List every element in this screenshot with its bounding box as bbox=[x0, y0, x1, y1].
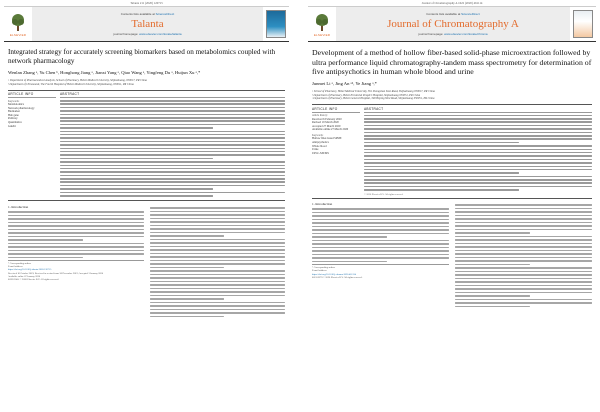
body-column-left bbox=[8, 205, 144, 319]
text-line bbox=[312, 226, 449, 228]
text-line bbox=[150, 288, 286, 290]
body-text bbox=[8, 211, 144, 258]
body-text bbox=[312, 208, 449, 262]
homepage-text: journal homepage: bbox=[113, 32, 139, 36]
abstract bbox=[60, 92, 285, 198]
text-line bbox=[455, 236, 592, 238]
journal-masthead bbox=[308, 6, 596, 42]
text-line bbox=[150, 218, 286, 220]
copyright-line: 0039-9140/ © 2020 Elsevier B.V. All rights reserved. bbox=[8, 278, 59, 282]
footnote bbox=[8, 260, 144, 281]
text-line bbox=[60, 114, 285, 116]
text-line bbox=[455, 264, 530, 266]
text-line bbox=[364, 189, 519, 191]
affiliations bbox=[0, 78, 293, 90]
list-item: Received 6 February 2020 bbox=[312, 117, 342, 121]
article-body bbox=[304, 198, 600, 309]
journal-homepage bbox=[418, 32, 487, 36]
article-info bbox=[8, 92, 60, 198]
text-line bbox=[455, 257, 592, 259]
article-info bbox=[312, 107, 364, 196]
footnote bbox=[312, 264, 449, 279]
text-line bbox=[364, 142, 519, 144]
abstract-heading: ABSTRACT bbox=[60, 92, 285, 98]
text-line bbox=[60, 120, 285, 122]
text-line bbox=[150, 284, 286, 286]
text-line bbox=[60, 188, 213, 190]
text-line bbox=[364, 159, 592, 161]
doi-link[interactable]: https://doi.org/10.1016/j.talanta.2020.120715 bbox=[8, 268, 52, 272]
text-line bbox=[150, 295, 286, 297]
text-line bbox=[150, 302, 286, 304]
text-line bbox=[150, 291, 286, 293]
text-line bbox=[455, 292, 592, 294]
keyword-list bbox=[312, 137, 360, 155]
text-line bbox=[364, 172, 519, 174]
text-line bbox=[312, 219, 449, 221]
text-line bbox=[455, 211, 592, 213]
text-line bbox=[150, 274, 286, 276]
text-line bbox=[60, 100, 285, 102]
text-line bbox=[455, 278, 592, 280]
text-line bbox=[60, 192, 285, 194]
text-line bbox=[364, 128, 592, 130]
text-line bbox=[364, 179, 592, 181]
abstract-copyright: © 2020 Elsevier B.V. All rights reserved. bbox=[364, 192, 404, 196]
text-line bbox=[60, 144, 285, 146]
list-item: Quantitative bbox=[8, 121, 22, 125]
text-line bbox=[150, 211, 286, 213]
text-line bbox=[8, 236, 144, 238]
text-line bbox=[455, 274, 592, 276]
text-line bbox=[60, 148, 285, 150]
text-line bbox=[455, 260, 592, 262]
text-line bbox=[455, 246, 592, 248]
text-line bbox=[455, 271, 592, 273]
elsevier-tree-icon bbox=[314, 12, 330, 32]
text-line bbox=[455, 215, 592, 217]
text-line bbox=[312, 208, 449, 210]
article-info-heading: ARTICLE INFO bbox=[8, 92, 56, 98]
text-line bbox=[364, 176, 592, 178]
online-date: Available online 07 January 2020 bbox=[8, 274, 41, 278]
text-line bbox=[60, 117, 285, 119]
text-line bbox=[364, 115, 592, 117]
text-line bbox=[364, 166, 592, 168]
homepage-link[interactable]: www.elsevier.com/locate/chroma bbox=[444, 32, 488, 36]
text-line bbox=[455, 288, 592, 290]
journal-citation: Talanta 211 (2020) 120715 bbox=[130, 1, 163, 5]
article-info-heading: ARTICLE INFO bbox=[312, 107, 360, 113]
copyright-line: 0021-9673/© 2020 Elsevier B.V. All rights reserved. bbox=[312, 275, 363, 279]
text-line bbox=[150, 256, 286, 258]
journal-masthead bbox=[4, 6, 289, 42]
homepage-text: journal homepage: bbox=[418, 32, 444, 36]
text-line bbox=[60, 103, 285, 105]
list-item: Pathway bbox=[8, 117, 18, 121]
text-line bbox=[150, 298, 225, 300]
text-line bbox=[150, 263, 286, 265]
affiliation-c: ᶜ Department of Pharmacy, Hebei General Hospital, 348 Heping West Road, Shijiazhuang 050051, PR China bbox=[312, 97, 435, 101]
text-line bbox=[455, 239, 592, 241]
corresponding-author: * Corresponding author. bbox=[312, 266, 336, 270]
text-line bbox=[60, 171, 285, 173]
keyword-list bbox=[8, 103, 56, 128]
jca-article-page bbox=[304, 0, 600, 412]
elsevier-tree-icon bbox=[10, 12, 26, 32]
affiliation-b: ᵇ Department of Pharmacy, Hebei Provincial People's Hospital, Shijiazhuang 050051, PR China bbox=[312, 93, 421, 97]
journal-cover bbox=[263, 7, 289, 41]
text-line bbox=[312, 254, 449, 256]
list-item: Biomarker bbox=[8, 110, 20, 114]
publisher-logo bbox=[308, 7, 336, 41]
journal-cover bbox=[570, 7, 596, 41]
article-info-abstract bbox=[0, 90, 293, 200]
text-line bbox=[60, 185, 285, 187]
affiliation-a: ᵃ Department of Pharmaceutical Analysis, School of Pharmacy, Hebei Medical University, Shijiazhuang, 050017, PR China bbox=[8, 79, 147, 82]
text-line bbox=[312, 257, 449, 259]
contents-text: Contents lists available at bbox=[120, 12, 155, 16]
text-line bbox=[150, 221, 286, 223]
talanta-article-page bbox=[0, 0, 293, 412]
publisher-name: ELSEVIER bbox=[9, 32, 27, 37]
text-line bbox=[455, 250, 592, 252]
list-item: Whole blood bbox=[312, 144, 327, 148]
text-line bbox=[364, 125, 592, 127]
text-line bbox=[312, 236, 387, 238]
text-line bbox=[8, 243, 144, 245]
keywords-heading: Keywords: bbox=[312, 134, 324, 138]
text-line bbox=[312, 240, 449, 242]
text-line bbox=[455, 225, 592, 227]
text-line bbox=[8, 239, 83, 241]
journal-homepage bbox=[113, 32, 181, 36]
text-line bbox=[364, 169, 592, 171]
abstract-text bbox=[364, 115, 592, 191]
text-line bbox=[312, 215, 449, 217]
text-line bbox=[312, 212, 449, 214]
text-line bbox=[455, 253, 592, 255]
list-item: UPLC-MS/MS bbox=[312, 151, 329, 155]
cover-image bbox=[573, 10, 593, 38]
masthead-center bbox=[32, 7, 263, 41]
publisher-name: ELSEVIER bbox=[313, 32, 331, 37]
list-item: Urine bbox=[312, 148, 319, 152]
text-line bbox=[455, 295, 530, 297]
text-line bbox=[364, 182, 592, 184]
text-line bbox=[150, 232, 286, 234]
text-line bbox=[312, 233, 449, 235]
text-line bbox=[60, 165, 285, 167]
text-line bbox=[60, 195, 213, 197]
text-line bbox=[364, 186, 592, 188]
text-line bbox=[455, 222, 592, 224]
text-line bbox=[8, 211, 144, 213]
text-line bbox=[455, 229, 592, 231]
text-line bbox=[455, 281, 592, 283]
text-line bbox=[8, 257, 83, 259]
text-line bbox=[150, 312, 286, 314]
publisher-logo bbox=[4, 7, 32, 41]
text-line bbox=[364, 149, 592, 151]
text-line bbox=[60, 141, 285, 143]
sciencedirect-link[interactable]: ScienceDirect bbox=[461, 12, 480, 16]
text-line bbox=[60, 151, 285, 153]
body-text bbox=[150, 207, 286, 317]
contents-available bbox=[121, 12, 174, 16]
text-line bbox=[150, 214, 286, 216]
contents-text: Contents lists available at bbox=[426, 12, 461, 16]
text-line bbox=[8, 250, 144, 252]
text-line bbox=[455, 299, 592, 301]
text-line bbox=[8, 215, 144, 217]
text-line bbox=[60, 154, 285, 156]
text-line bbox=[8, 225, 144, 227]
text-line bbox=[60, 131, 285, 133]
affiliation-a: ᵃ School of Pharmacy, Hebei Medical University, 361 Zhongshan East Road, Shijiazhuang 050017, PR China bbox=[312, 89, 435, 93]
text-line bbox=[60, 168, 285, 170]
text-line bbox=[150, 225, 286, 227]
text-line bbox=[150, 260, 286, 262]
text-line bbox=[150, 228, 286, 230]
text-line bbox=[312, 222, 449, 224]
abstract bbox=[364, 107, 592, 196]
body-column-left bbox=[312, 202, 449, 309]
list-item: Available online 27 March 2020 bbox=[312, 128, 349, 132]
introduction-heading: 1. Introduction bbox=[8, 205, 29, 209]
text-line bbox=[364, 132, 592, 134]
received-dates: Received 10 October 2019; Received in revised form 30 December 2019; Accepted 3 January 2020 bbox=[8, 271, 104, 275]
text-line bbox=[455, 267, 592, 269]
text-line bbox=[60, 124, 285, 126]
text-line bbox=[364, 145, 592, 147]
text-line bbox=[60, 127, 213, 129]
keywords-heading: Keywords: bbox=[8, 99, 20, 103]
text-line bbox=[150, 267, 225, 269]
text-line bbox=[60, 107, 285, 109]
text-line bbox=[150, 270, 286, 272]
article-title: Integrated strategy for accurately screening biomarkers based on metabolomics coupled with network pharmacology bbox=[8, 48, 276, 65]
sciencedirect-link[interactable]: ScienceDirect bbox=[155, 12, 175, 16]
list-item: Revised 19 March 2020 bbox=[312, 121, 339, 125]
email-label: E-mail address: bbox=[8, 265, 23, 269]
text-line bbox=[455, 306, 530, 308]
text-line bbox=[364, 155, 592, 157]
text-line bbox=[8, 253, 144, 255]
text-line bbox=[60, 137, 285, 139]
text-line bbox=[150, 239, 286, 241]
email-label: E-mail address: bbox=[312, 269, 327, 273]
text-line bbox=[364, 152, 592, 154]
text-line bbox=[150, 207, 286, 209]
abstract-text bbox=[60, 100, 285, 196]
text-line bbox=[150, 249, 286, 251]
text-line bbox=[364, 135, 592, 137]
text-line bbox=[60, 134, 285, 136]
text-line bbox=[60, 175, 285, 177]
text-line bbox=[455, 243, 592, 245]
text-line bbox=[455, 208, 592, 210]
history-list bbox=[312, 118, 360, 132]
body-column-right bbox=[150, 205, 286, 319]
contents-available bbox=[426, 12, 479, 16]
affiliation-b: ᵇ Department of Ultrasound, The Fourth Hospital of Hebei Medical University, Shijiazhuang, 050011, PR China bbox=[8, 82, 134, 86]
text-line bbox=[150, 235, 225, 237]
list-item: Hollow fiber-based SPME bbox=[312, 137, 342, 141]
introduction-heading: 1. Introduction bbox=[312, 202, 333, 207]
list-item: Hub gene bbox=[8, 113, 19, 117]
text-line bbox=[312, 243, 449, 245]
journal-name: Talanta bbox=[131, 18, 164, 30]
text-line bbox=[60, 158, 213, 160]
list-item: Network pharmacology bbox=[8, 106, 35, 110]
author-list: Junmei Li ᵃ, Jing An ᵃᵇ, Ye Jiang ᵃ,* bbox=[312, 80, 377, 86]
masthead-center bbox=[336, 7, 570, 41]
text-line bbox=[150, 242, 286, 244]
list-item: Antipsychotics bbox=[312, 141, 329, 145]
body-column-right bbox=[455, 202, 592, 309]
affiliations bbox=[304, 89, 600, 104]
list-item: Accepted 27 March 2020 bbox=[312, 124, 341, 128]
text-line bbox=[312, 229, 449, 231]
text-line bbox=[150, 246, 286, 248]
text-line bbox=[150, 277, 286, 279]
text-line bbox=[312, 247, 449, 249]
homepage-link[interactable]: www.elsevier.com/locate/talanta bbox=[139, 32, 182, 36]
text-line bbox=[8, 246, 144, 248]
text-line bbox=[8, 229, 144, 231]
text-line bbox=[150, 316, 225, 318]
list-item: Metabolomics bbox=[8, 103, 25, 107]
text-line bbox=[364, 162, 592, 164]
text-line bbox=[150, 281, 286, 283]
body-text bbox=[455, 204, 592, 307]
text-line bbox=[8, 222, 144, 224]
doi-link[interactable]: https://doi.org/10.1016/j.chroma.2020.461114 bbox=[312, 272, 356, 276]
article-body bbox=[0, 201, 293, 319]
text-line bbox=[364, 138, 592, 140]
journal-name: Journal of Chromatography A bbox=[387, 18, 519, 30]
text-line bbox=[455, 218, 592, 220]
text-line bbox=[150, 305, 286, 307]
cover-image bbox=[266, 10, 286, 38]
text-line bbox=[8, 232, 144, 234]
text-line bbox=[150, 309, 286, 311]
article-title: Development of a method of hollow fiber-based solid-phase microextraction followed by ultra performance liquid chromatography-tandem mass spectrometry for determination of five antipsychotics in human whole blood and urine bbox=[312, 48, 592, 77]
text-line bbox=[455, 285, 592, 287]
author-list: Wenlan Zhang ᵃ, Yu Chen ᵇ, Honghong Jiang ᵃ, Jianxi Yang ᵃ, Qiao Wang ᵃ, Yingfeng Du ᵃ, Huijun Xu ᵃ,* bbox=[8, 70, 201, 75]
text-line bbox=[60, 178, 285, 180]
text-line bbox=[312, 250, 449, 252]
text-line bbox=[150, 253, 286, 255]
text-line bbox=[8, 218, 144, 220]
text-line bbox=[364, 121, 592, 123]
abstract-heading: ABSTRACT bbox=[364, 107, 592, 113]
text-line bbox=[60, 110, 285, 112]
text-line bbox=[60, 181, 285, 183]
text-line bbox=[455, 204, 592, 206]
text-line bbox=[312, 261, 387, 263]
list-item: Guizhi bbox=[8, 124, 16, 128]
corresponding-author: * Corresponding author. bbox=[8, 262, 32, 265]
journal-citation: Journal of Chromatography A 1622 (2020) 461114 bbox=[421, 1, 483, 5]
text-line bbox=[364, 118, 592, 120]
article-info-abstract bbox=[304, 105, 600, 198]
history-heading: Article history: bbox=[312, 114, 328, 118]
text-line bbox=[455, 302, 592, 304]
text-line bbox=[60, 161, 285, 163]
text-line bbox=[455, 232, 530, 234]
